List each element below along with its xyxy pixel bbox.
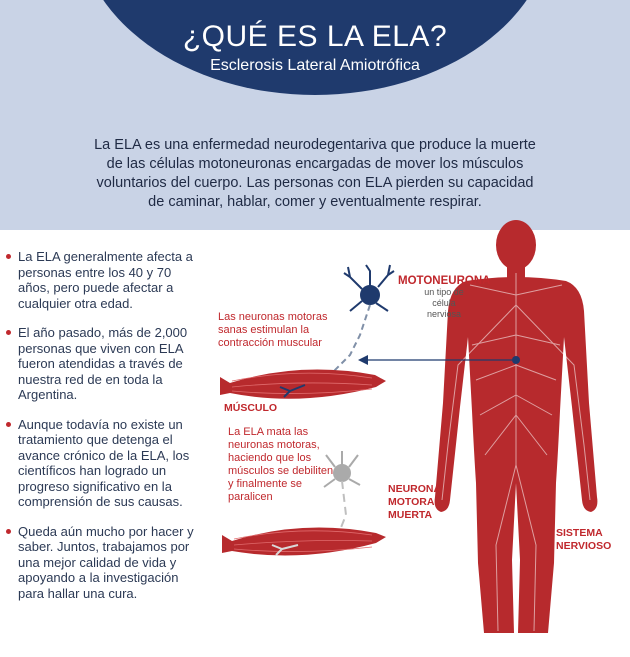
motoneurona-label: MOTONEURONA [398,275,491,287]
fact-text: Aunque todavía no existe un tratamiento que detenga el avance crónico de la ELA, los científicos han logrado un progreso significativo en la comprensión de sus causas. [18,416,190,509]
page-title: ¿QUÉ ES LA ELA? [182,20,448,53]
dead-neuron-label: NEURONA MOTORA MUERTA [388,483,441,521]
ela-diagram [210,215,630,652]
healthy-neuron-note: Las neuronas motoras sanas estimulan la contracción muscular [218,311,328,349]
fact-text: La ELA generalmente afecta a personas entre los 40 y 70 años, pero puede afectar a cualquier otra edad. [18,249,193,311]
muscle-icon [220,370,386,399]
fact-item [6,325,206,403]
fact-text: Queda aún mucho por hacer y saber. Juntos, trabajamos por una mejor calidad de vida y apoyando a la investigación para hallar una cura. [18,523,194,601]
bullet-dot-icon [6,529,11,534]
facts-list [6,249,206,615]
motoneurona-note: un tipo de célula nerviosa [424,287,464,319]
dead-neuron-note: La ELA mata las neuronas motoras, haciendo que los músculos se debiliten y finalmente se paralicen [228,426,334,503]
fact-item [6,417,206,510]
fact-text: El año pasado, más de 2,000 personas que viven con ELA fueron atendidas a través de nuestra red de en toda la Argentina. [18,325,188,402]
fact-item [6,249,206,311]
page-subtitle: Esclerosis Lateral Amiotrófica [210,57,420,74]
bullet-dot-icon [6,254,11,259]
sistema-nervioso-label: SISTEMA NERVIOSO [556,527,612,552]
nerve-point-icon [512,356,520,364]
bullet-dot-icon [6,422,11,427]
fact-item [6,524,206,602]
intro-paragraph: La ELA es una enfermedad neurodegentariva que produce la muerte de las células motoneuronas encargadas de mover los músculos voluntarios del cuerpo. Las personas con ELA pierden su capacidad de caminar, hablar, comer y eventualmente respirar. [94,137,536,210]
musculo-label: MÚSCULO [224,402,278,414]
weak-muscle-icon [222,528,386,556]
bullet-dot-icon [6,330,11,335]
